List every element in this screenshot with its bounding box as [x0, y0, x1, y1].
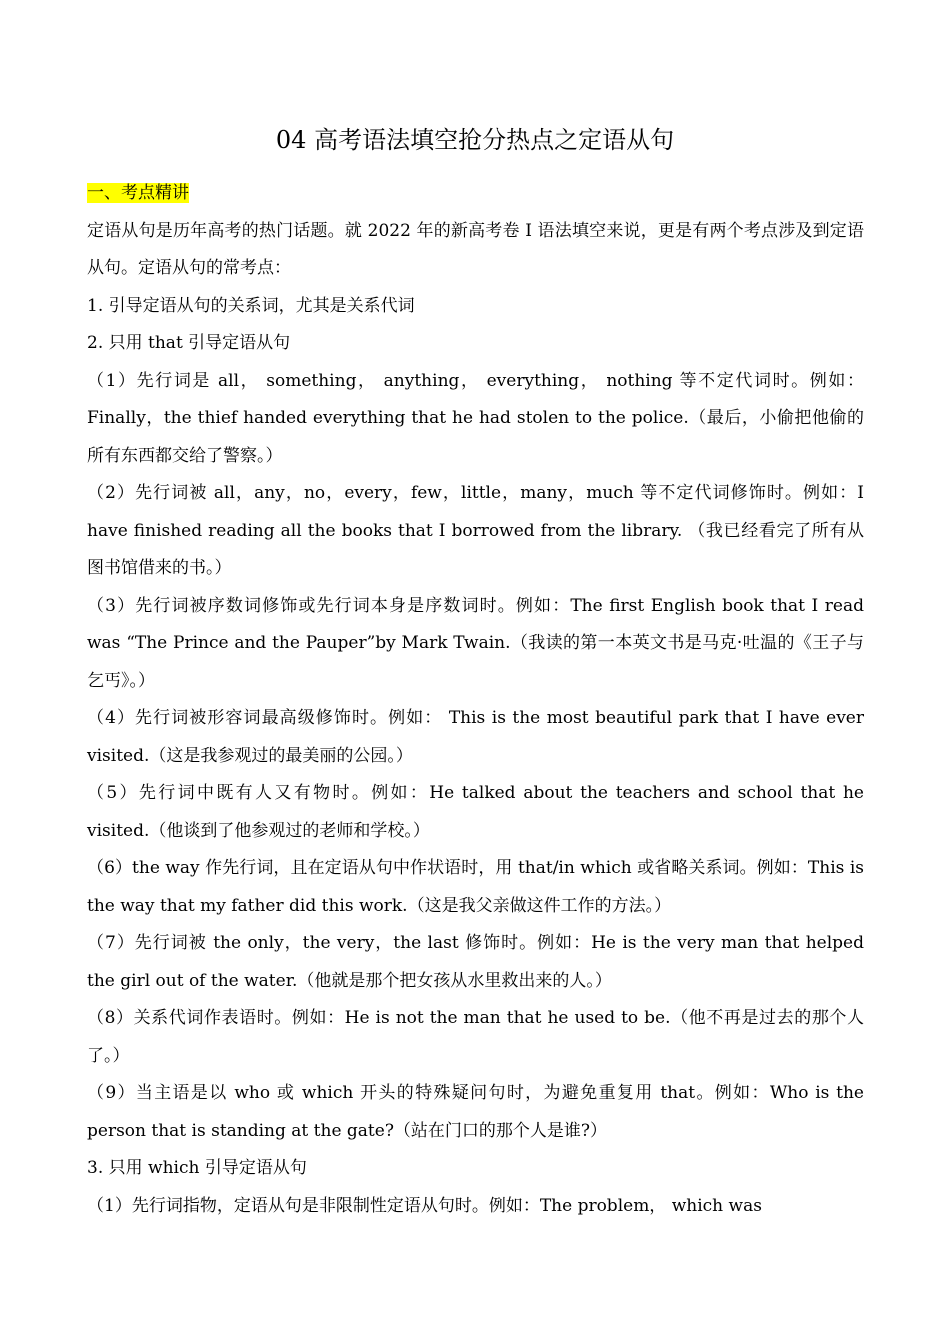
rule-2-9: （9）当主语是以 who 或 which 开头的特殊疑问句时，为避免重复用 that。例如：Who is the person that is standing at the gate?（站在门口的那个人是谁?） — [87, 1083, 864, 1141]
document-body — [87, 175, 864, 1225]
page-title: 04 高考语法填空抢分热点之定语从句 — [275, 126, 675, 154]
point-3: 3. 只用 which 引导定语从句 — [87, 1158, 307, 1178]
rule-2-8: （8）关系代词作表语时。例如：He is not the man that he used to be.（他不再是过去的那个人了。） — [87, 1008, 864, 1066]
rule-2-7: （7）先行词被 the only，the very，the last 修饰时。例如：He is the very man that helped the girl out of the water.（他就是那个把女孩从水里救出来的人。） — [87, 933, 864, 991]
rule-2-2: （2）先行词被 all，any，no，every，few，little，many，much 等不定代词修饰时。例如：I have finished reading all the books that I borrowed from the library. （我已经看完了所有从图书馆借来的书。） — [87, 483, 864, 578]
section-heading-text: 一、考点精讲 — [87, 183, 189, 203]
rule-2-1: （1）先行词是 all， something， anything， everything， nothing 等不定代词时。例如：Finally，the thief handed everything that he had stolen to the police.（最后，小偷把他偷的所有东西都交给了警察。） — [87, 370, 864, 466]
point-1: 1. 引导定语从句的关系词，尤其是关系代词 — [87, 295, 415, 316]
rule-2-5: （5）先行词中既有人又有物时。例如：He talked about the teachers and school that he visited.（他谈到了他参观过的老师和学校。） — [87, 783, 864, 841]
point-2: 2. 只用 that 引导定语从句 — [87, 333, 291, 353]
section-heading — [87, 175, 864, 213]
rule-2-4: （4）先行词被形容词最高级修饰时。例如： This is the most beautiful park that I have ever visited.（这是我参观过的最美丽的公园。） — [87, 708, 864, 766]
rule-3-1: （1）先行词指物，定语从句是非限制性定语从句时。例如：The problem， which was — [87, 1195, 762, 1216]
rule-2-3: （3）先行词被序数词修饰或先行词本身是序数词时。例如：The first English book that I read was “The Prince and the Pauper”by Mark Twain.（我读的第一本英文书是马克·吐温的《王子与乞丐》。） — [87, 595, 864, 691]
rule-2-6: （6）the way 作先行词，且在定语从句中作状语时，用 that/in which 或省略关系词。例如：This is the way that my father did this work.（这是我父亲做这件工作的方法。） — [87, 858, 864, 916]
paragraph-intro: 定语从句是历年高考的热门话题。就 2022 年的新高考卷 I 语法填空来说，更是有两个考点涉及到定语从句。定语从句的常考点： — [87, 220, 864, 278]
